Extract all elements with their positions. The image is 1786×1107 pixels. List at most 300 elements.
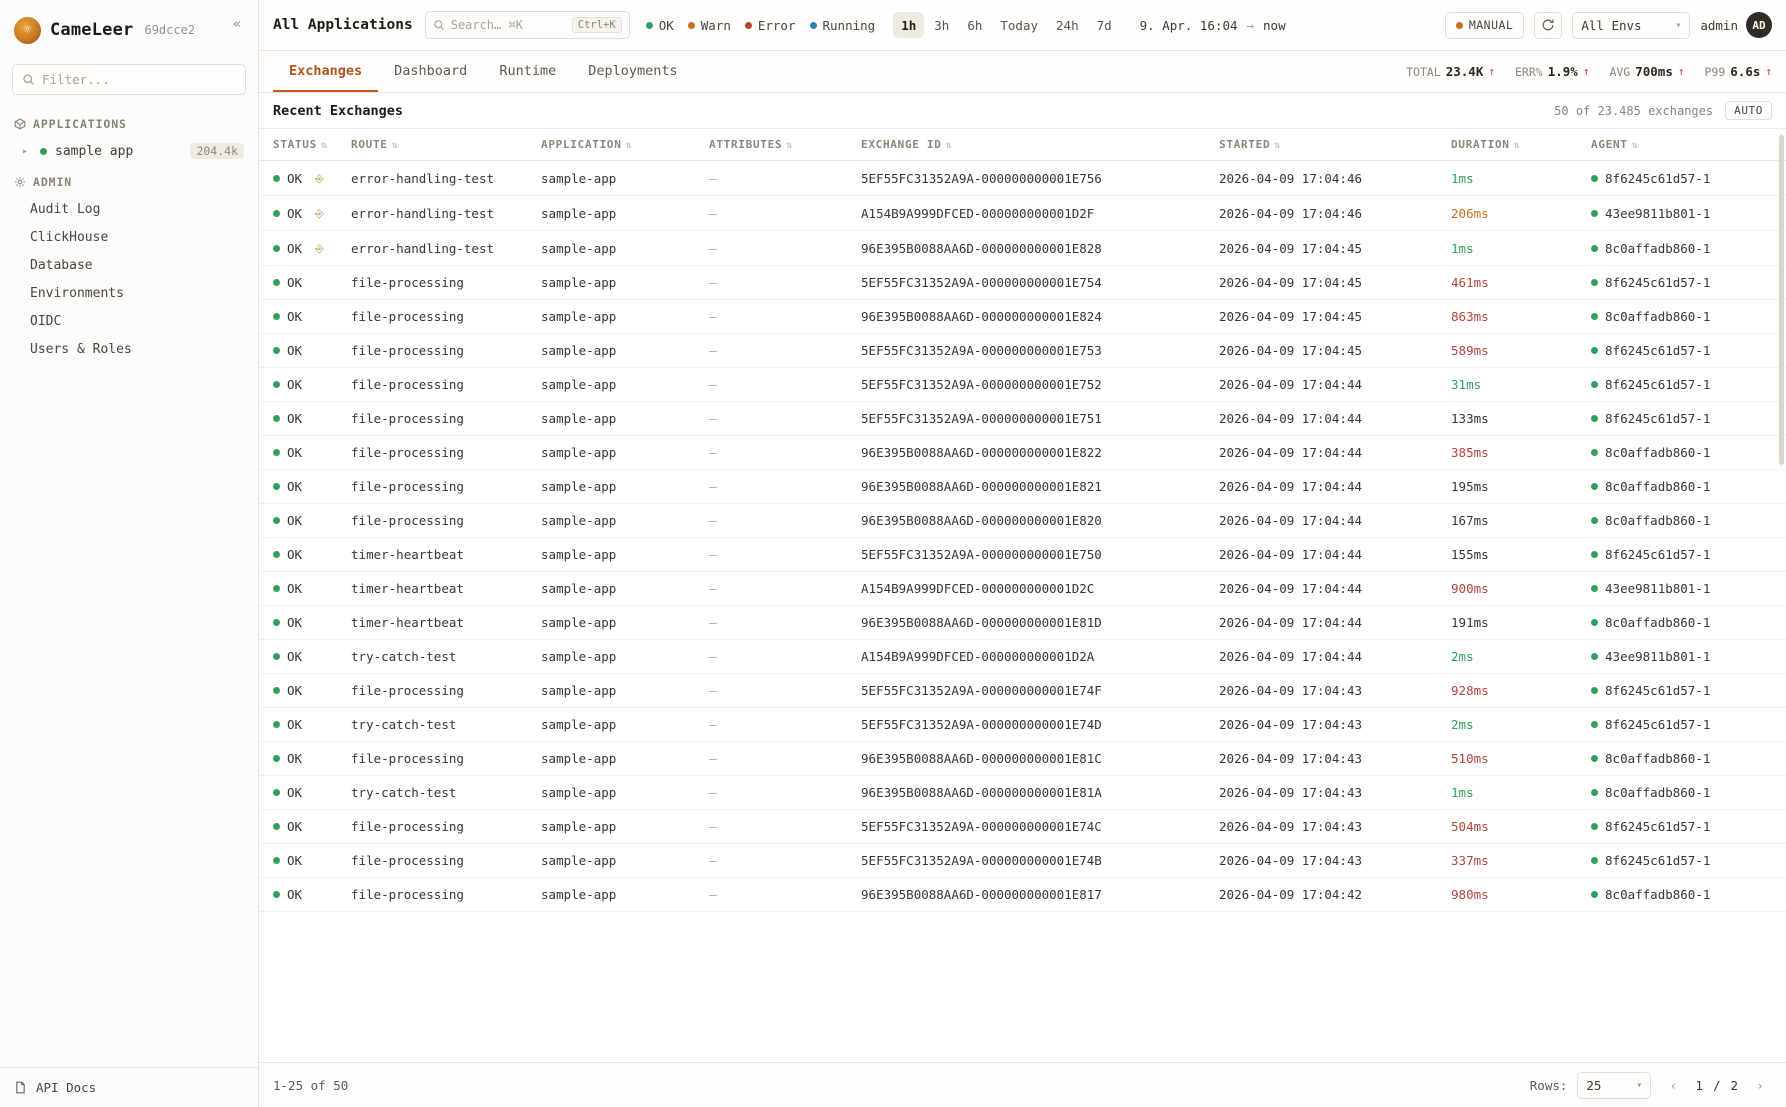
applications-label: APPLICATIONS [33, 117, 127, 131]
metric-label: P99 [1704, 64, 1726, 79]
table-row[interactable] [259, 436, 1786, 470]
cell-attributes: — [709, 538, 861, 572]
cell-duration: 461ms [1451, 266, 1591, 300]
status-dot-icon [1591, 551, 1598, 558]
filter-chip-ok[interactable] [646, 18, 674, 33]
sidebar-item-sample-app[interactable] [0, 137, 258, 165]
cell-agent [1591, 504, 1786, 538]
search-shortcut-badge: Ctrl+K [572, 17, 622, 33]
status-dot-icon [273, 789, 280, 796]
status-text: OK [287, 649, 303, 664]
cell-application: sample-app [541, 606, 709, 640]
admin-section-header [0, 165, 258, 195]
agent-name: 8c0affadb860-1 [1605, 309, 1711, 324]
status-dot-icon [1591, 279, 1598, 286]
table-row[interactable] [259, 402, 1786, 436]
cell-attributes: — [709, 470, 861, 504]
cell-agent [1591, 538, 1786, 572]
cell-application: sample-app [541, 470, 709, 504]
metric-label: AVG [1609, 64, 1631, 79]
cell-agent [1591, 470, 1786, 504]
table-row[interactable] [259, 300, 1786, 334]
app-logo-icon: ☼ [14, 17, 41, 44]
manual-refresh-toggle[interactable] [1445, 12, 1525, 39]
cell-route: file-processing [351, 368, 541, 402]
cell-started: 2026-04-09 17:04:45 [1219, 300, 1451, 334]
sidebar [0, 0, 259, 1107]
filter-input[interactable] [42, 72, 236, 87]
sidebar-item-environments[interactable] [0, 279, 258, 307]
sort-icon: ⇅ [1631, 140, 1639, 151]
cell-attributes: — [709, 572, 861, 606]
cell-attributes: — [709, 402, 861, 436]
agent-name: 8f6245c61d57-1 [1605, 819, 1711, 834]
metric-label: TOTAL [1406, 64, 1441, 79]
exchange-count-text: 50 of 23.485 exchanges [1554, 103, 1714, 118]
cell-application: sample-app [541, 161, 709, 196]
cell-duration: 1ms [1451, 776, 1591, 810]
cell-route: try-catch-test [351, 640, 541, 674]
cell-attributes: — [709, 742, 861, 776]
status-dot-icon [273, 175, 280, 182]
cell-attributes: — [709, 776, 861, 810]
gear-icon [14, 176, 26, 188]
table-row[interactable] [259, 674, 1786, 708]
cell-agent [1591, 742, 1786, 776]
status-text: OK [287, 445, 303, 460]
range-to: now [1263, 17, 1286, 33]
column-label: DURATION [1451, 138, 1510, 151]
cell-agent [1591, 300, 1786, 334]
table-row[interactable] [259, 606, 1786, 640]
sidebar-item-api-docs[interactable] [0, 1067, 258, 1107]
cell-started: 2026-04-09 17:04:46 [1219, 161, 1451, 196]
sidebar-item-audit-log[interactable] [0, 195, 258, 223]
cell-application: sample-app [541, 708, 709, 742]
sort-icon: ⇅ [945, 140, 953, 151]
sidebar-item-label: OIDC [30, 313, 62, 329]
status-dot-icon [810, 22, 817, 29]
cell-agent [1591, 436, 1786, 470]
cell-duration: 167ms [1451, 504, 1591, 538]
cell-status [259, 470, 315, 504]
column-duration[interactable] [1451, 129, 1591, 161]
sidebar-item-label: Users & Roles [30, 341, 132, 357]
table-row[interactable] [259, 504, 1786, 538]
status-text: OK [287, 819, 303, 834]
cell-exchange-id: 5EF55FC31352A9A-000000000001E756 [861, 161, 1219, 196]
tab-exchanges[interactable]: Exchanges [273, 51, 378, 92]
filter-chip-warn[interactable] [688, 18, 731, 33]
cell-exchange-id: 96E395B0088AA6D-000000000001E81C [861, 742, 1219, 776]
cell-status [259, 708, 315, 742]
table-row[interactable] [259, 742, 1786, 776]
cell-application: sample-app [541, 402, 709, 436]
cell-attributes: — [709, 266, 861, 300]
next-page-button[interactable]: › [1756, 1077, 1764, 1093]
cell-duration: 133ms [1451, 402, 1591, 436]
recent-header-right [1554, 101, 1772, 120]
cell-agent [1591, 776, 1786, 810]
tab-dashboard[interactable]: Dashboard [394, 62, 468, 79]
status-dot-icon [273, 619, 280, 626]
cell-status [259, 196, 315, 231]
table-row[interactable] [259, 334, 1786, 368]
column-attributes[interactable] [709, 129, 861, 161]
status-dot-icon [1591, 483, 1598, 490]
cell-exchange-id: A154B9A999DFCED-000000000001D2F [861, 196, 1219, 231]
brand[interactable] [0, 0, 258, 60]
branch-icon: ⎆ [315, 242, 324, 255]
cell-route: file-processing [351, 266, 541, 300]
column-started[interactable] [1219, 129, 1451, 161]
cell-route: file-processing [351, 504, 541, 538]
table-row[interactable] [259, 640, 1786, 674]
table-row[interactable] [259, 161, 1786, 196]
agent-name: 8c0affadb860-1 [1605, 513, 1711, 528]
cell-attributes: — [709, 708, 861, 742]
search-icon [433, 19, 445, 31]
cell-application: sample-app [541, 300, 709, 334]
auto-refresh-toggle[interactable]: AUTO [1725, 101, 1772, 120]
cell-duration: 195ms [1451, 470, 1591, 504]
environment-value: All Envs [1581, 17, 1642, 33]
cell-application: sample-app [541, 334, 709, 368]
status-text: OK [287, 513, 303, 528]
range-1h[interactable]: 1h [893, 12, 924, 38]
metric-label: ERR% [1515, 64, 1543, 79]
cell-branch-indicator [315, 161, 351, 196]
cell-exchange-id: 5EF55FC31352A9A-000000000001E751 [861, 402, 1219, 436]
cell-application: sample-app [541, 572, 709, 606]
cell-agent [1591, 708, 1786, 742]
sort-icon: ⇅ [625, 140, 633, 151]
status-text: OK [287, 343, 303, 358]
table-row[interactable] [259, 470, 1786, 504]
agent-name: 8c0affadb860-1 [1605, 615, 1711, 630]
status-filter-chips [646, 18, 876, 33]
cell-duration: 385ms [1451, 436, 1591, 470]
column-exchange-id[interactable] [861, 129, 1219, 161]
cell-status [259, 878, 315, 912]
cell-status [259, 572, 315, 606]
metric-value: 23.4K [1445, 64, 1484, 79]
cell-route: try-catch-test [351, 776, 541, 810]
status-dot-icon [1591, 381, 1598, 388]
agent-name: 8c0affadb860-1 [1605, 887, 1711, 902]
cell-exchange-id: 5EF55FC31352A9A-000000000001E74D [861, 708, 1219, 742]
agent-name: 8f6245c61d57-1 [1605, 717, 1711, 732]
cell-duration: 980ms [1451, 878, 1591, 912]
cell-route: file-processing [351, 810, 541, 844]
cell-exchange-id: 96E395B0088AA6D-000000000001E822 [861, 436, 1219, 470]
tabs-bar [259, 51, 1786, 93]
table-row[interactable] [259, 810, 1786, 844]
cell-attributes: — [709, 196, 861, 231]
prev-page-button[interactable]: ‹ [1669, 1077, 1678, 1093]
table-row[interactable] [259, 878, 1786, 912]
table-row[interactable] [259, 266, 1786, 300]
status-dot-icon [273, 483, 280, 490]
sidebar-filter [0, 60, 258, 107]
cell-exchange-id: 5EF55FC31352A9A-000000000001E752 [861, 368, 1219, 402]
cell-started: 2026-04-09 17:04:45 [1219, 231, 1451, 266]
exchanges-table [259, 129, 1786, 912]
table-row[interactable] [259, 844, 1786, 878]
status-dot-icon [688, 22, 695, 29]
cell-started: 2026-04-09 17:04:44 [1219, 470, 1451, 504]
column-application[interactable] [541, 129, 709, 161]
cell-started: 2026-04-09 17:04:44 [1219, 640, 1451, 674]
cell-started: 2026-04-09 17:04:45 [1219, 334, 1451, 368]
range-24h[interactable]: 24h [1056, 17, 1079, 33]
trend-up-icon: ↑ [1765, 65, 1772, 78]
agent-name: 8c0affadb860-1 [1605, 240, 1711, 256]
cell-started: 2026-04-09 17:04:44 [1219, 368, 1451, 402]
chip-label: Warn [700, 17, 731, 33]
cell-exchange-id: A154B9A999DFCED-000000000001D2C [861, 572, 1219, 606]
sidebar-item-clickhouse[interactable] [0, 223, 258, 251]
cell-duration: 863ms [1451, 300, 1591, 334]
cell-duration: 2ms [1451, 640, 1591, 674]
column-agent[interactable] [1591, 129, 1786, 161]
status-dot-icon [1591, 585, 1598, 592]
status-dot-icon [273, 721, 280, 728]
cell-branch-indicator [315, 436, 351, 470]
main-content [259, 0, 1786, 1107]
cell-application: sample-app [541, 844, 709, 878]
table-row[interactable] [259, 776, 1786, 810]
cell-started: 2026-04-09 17:04:45 [1219, 266, 1451, 300]
cell-duration: 900ms [1451, 572, 1591, 606]
cell-duration: 155ms [1451, 538, 1591, 572]
column-label: EXCHANGE ID [861, 138, 942, 151]
topbar-right [1445, 12, 1772, 39]
table-row[interactable] [259, 196, 1786, 231]
cell-route: timer-heartbeat [351, 538, 541, 572]
cell-status [259, 776, 315, 810]
cell-exchange-id: A154B9A999DFCED-000000000001D2A [861, 640, 1219, 674]
brand-version-hash: 69dcce2 [144, 23, 196, 37]
table-row[interactable] [259, 538, 1786, 572]
cell-application: sample-app [541, 810, 709, 844]
cell-status [259, 674, 315, 708]
sidebar-app-label: sample app [55, 143, 134, 159]
trend-up-icon: ↑ [1488, 65, 1495, 78]
sidebar-collapse-icon[interactable]: « [233, 16, 241, 32]
agent-name: 8f6245c61d57-1 [1605, 683, 1711, 698]
cell-status [259, 334, 315, 368]
sidebar-item-database[interactable] [0, 251, 258, 279]
cell-branch-indicator [315, 196, 351, 231]
cell-branch-indicator [315, 368, 351, 402]
cell-exchange-id: 96E395B0088AA6D-000000000001E81A [861, 776, 1219, 810]
table-header [259, 129, 1786, 161]
cell-branch-indicator [315, 878, 351, 912]
cell-attributes: — [709, 640, 861, 674]
cell-exchange-id: 96E395B0088AA6D-000000000001E817 [861, 878, 1219, 912]
status-text: OK [287, 887, 303, 902]
cell-duration: 504ms [1451, 810, 1591, 844]
cell-route: file-processing [351, 436, 541, 470]
agent-name: 8f6245c61d57-1 [1605, 411, 1711, 426]
status-dot-icon [273, 551, 280, 558]
arrow-right-icon: → [1246, 17, 1255, 33]
cell-route: file-processing [351, 334, 541, 368]
tab-runtime[interactable]: Runtime [499, 62, 557, 79]
metric-avg [1609, 64, 1684, 79]
cell-branch-indicator [315, 606, 351, 640]
cell-attributes: — [709, 300, 861, 334]
cell-attributes: — [709, 810, 861, 844]
status-dot-icon [646, 22, 653, 29]
cell-status [259, 231, 315, 266]
cell-agent [1591, 606, 1786, 640]
cell-agent [1591, 266, 1786, 300]
cell-duration: 589ms [1451, 334, 1591, 368]
status-dot-icon [273, 347, 280, 354]
sidebar-item-oidc[interactable] [0, 307, 258, 335]
chevron-down-icon: ▾ [1675, 19, 1682, 31]
status-text: OK [287, 785, 303, 800]
status-dot-icon [1591, 619, 1598, 626]
cell-exchange-id: 96E395B0088AA6D-000000000001E820 [861, 504, 1219, 538]
chevron-right-icon: ▸ [22, 145, 29, 157]
cell-attributes: — [709, 161, 861, 196]
sidebar-item-users-roles[interactable] [0, 335, 258, 363]
agent-name: 8f6245c61d57-1 [1605, 275, 1711, 290]
cell-duration: 2ms [1451, 708, 1591, 742]
time-range-display[interactable] [1140, 18, 1286, 33]
status-dot-icon [1591, 175, 1598, 182]
exchanges-table-container[interactable] [259, 129, 1786, 1062]
cell-started: 2026-04-09 17:04:44 [1219, 538, 1451, 572]
cell-exchange-id: 5EF55FC31352A9A-000000000001E74B [861, 844, 1219, 878]
filter-chip-error[interactable] [745, 18, 796, 33]
range-6h[interactable]: 6h [967, 17, 983, 33]
sidebar-item-label: Audit Log [30, 201, 101, 217]
status-text: OK [287, 309, 303, 324]
cell-application: sample-app [541, 436, 709, 470]
environment-select[interactable] [1572, 12, 1690, 39]
section-title: Recent Exchanges [273, 102, 404, 119]
sort-icon: ⇅ [1513, 140, 1521, 151]
agent-name: 8c0affadb860-1 [1605, 445, 1711, 460]
status-text: OK [287, 377, 303, 392]
user-menu[interactable] [1700, 12, 1772, 38]
cell-route: file-processing [351, 878, 541, 912]
cell-application: sample-app [541, 742, 709, 776]
table-row[interactable] [259, 708, 1786, 742]
cell-branch-indicator [315, 266, 351, 300]
cell-attributes: — [709, 504, 861, 538]
refresh-icon[interactable] [1534, 12, 1562, 39]
status-dot-icon [1591, 823, 1598, 830]
cell-branch-indicator [315, 231, 351, 266]
search-input[interactable] [425, 11, 630, 39]
table-row[interactable] [259, 368, 1786, 402]
cell-duration: 337ms [1451, 844, 1591, 878]
cell-started: 2026-04-09 17:04:43 [1219, 810, 1451, 844]
status-text: OK [287, 683, 303, 698]
cell-duration: 31ms [1451, 368, 1591, 402]
cell-status [259, 538, 315, 572]
status-dot-icon [273, 585, 280, 592]
range-3h[interactable]: 3h [934, 17, 950, 33]
sidebar-app-count: 204.4k [190, 143, 244, 159]
status-dot-icon [273, 313, 280, 320]
range-today[interactable]: Today [1000, 17, 1039, 33]
cell-exchange-id: 96E395B0088AA6D-000000000001E821 [861, 470, 1219, 504]
status-dot-icon [1591, 245, 1598, 252]
agent-name: 8f6245c61d57-1 [1605, 377, 1711, 392]
cell-started: 2026-04-09 17:04:44 [1219, 606, 1451, 640]
applications-section-header [0, 107, 258, 137]
metric-value: 700ms [1635, 64, 1673, 79]
column-status[interactable] [259, 129, 351, 161]
cell-application: sample-app [541, 231, 709, 266]
rows-per-page-select[interactable] [1577, 1072, 1651, 1099]
cell-agent [1591, 878, 1786, 912]
table-row[interactable] [259, 572, 1786, 606]
range-7d[interactable]: 7d [1096, 17, 1112, 33]
cell-branch-indicator [315, 640, 351, 674]
metrics-summary [1406, 51, 1772, 92]
status-dot-icon [745, 22, 752, 29]
cell-started: 2026-04-09 17:04:44 [1219, 402, 1451, 436]
cell-duration: 1ms [1451, 231, 1591, 266]
cell-exchange-id: 5EF55FC31352A9A-000000000001E74C [861, 810, 1219, 844]
cell-application: sample-app [541, 538, 709, 572]
status-text: OK [287, 581, 303, 596]
page-separator: / [1712, 1077, 1721, 1093]
pagination-range: 1-25 of 50 [273, 1077, 349, 1093]
tab-deployments[interactable]: Deployments [588, 62, 678, 79]
table-row[interactable] [259, 231, 1786, 266]
rows-value: 25 [1586, 1077, 1602, 1093]
column-route[interactable] [351, 129, 541, 161]
chip-label: OK [658, 17, 674, 33]
metric-total [1406, 64, 1495, 79]
cell-application: sample-app [541, 504, 709, 538]
cell-route: file-processing [351, 742, 541, 776]
cell-duration: 206ms [1451, 196, 1591, 231]
cell-agent [1591, 161, 1786, 196]
filter-chip-running[interactable] [810, 18, 876, 33]
cell-duration: 191ms [1451, 606, 1591, 640]
metric-error-rate [1515, 64, 1589, 79]
filter-box[interactable] [12, 64, 246, 95]
status-dot-icon [1456, 22, 1463, 29]
cell-branch-indicator [315, 742, 351, 776]
cell-route: timer-heartbeat [351, 606, 541, 640]
status-dot-icon [273, 823, 280, 830]
cell-branch-indicator [315, 572, 351, 606]
cell-branch-indicator [315, 504, 351, 538]
agent-name: 43ee9811b801-1 [1605, 581, 1711, 596]
branch-icon: ⎆ [315, 207, 324, 220]
cell-route: file-processing [351, 674, 541, 708]
vertical-scrollbar[interactable] [1779, 135, 1784, 465]
agent-name: 43ee9811b801-1 [1605, 205, 1711, 221]
cell-duration: 1ms [1451, 161, 1591, 196]
status-dot-icon [273, 687, 280, 694]
cell-agent [1591, 572, 1786, 606]
pagination-controls [1530, 1072, 1772, 1099]
cell-branch-indicator [315, 470, 351, 504]
column-label: ROUTE [351, 138, 388, 151]
sort-icon: ⇅ [320, 140, 328, 151]
